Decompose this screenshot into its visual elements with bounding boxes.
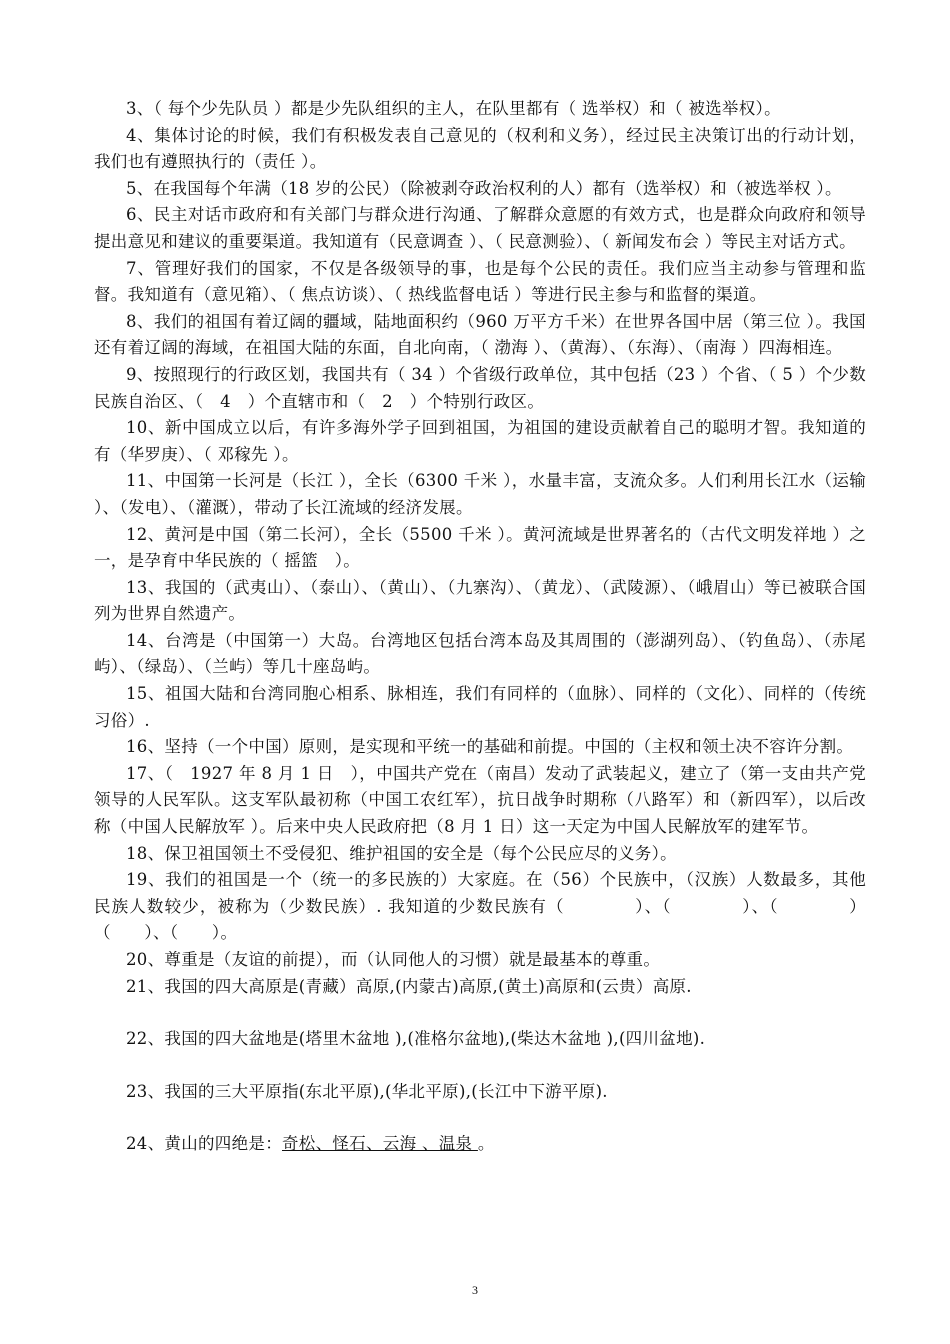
question-8: 8、我们的祖国有着辽阔的疆域，陆地面积约（960 万平方千米）在世界各国中居（第三位 ）。我国还有着辽阔的海域，在祖国大陆的东面，自北向南，（ 渤海 ）、（黄海）、（东海）、（南海 ）四海相连。: [94, 311, 866, 358]
question-16: 16、坚持（一个中国）原则，是实现和平统一的基础和前提。中国的（主权和领土决不容许分割。: [126, 737, 854, 757]
question-11: 11、中国第一长河是（长江 ），全长（6300 千米 ），水量丰富，支流众多。人们利用长江水（运输 ）、（发电）、（灌溉），带动了长江流域的经济发展。: [94, 471, 866, 517]
question-3: 3、（ 每个少先队员 ）都是少先队组织的主人，在队里都有（ 选举权）和（ 被选举权）。: [126, 99, 781, 118]
question-6: 6、民主对话市政府和有关部门与群众进行沟通、了解群众意愿的有效方式，也是群众向政府和领导提出意见和建议的重要渠道。我知道有（民意调查 ）、（ 民意测验）、（ 新闻发布会 ）等民主对话方式。: [94, 205, 866, 251]
question-17: 17、（ 1927 年 8 月 1 日 ），中国共产党在（南昌）发动了武装起义，建立了（第一支由共产党领导的人民军队。这支军队最初称（中国工农红军），抗日战争时期称（八路军）和（新四军），以后改称（中国人民解放军 ）。后来中央人民政府把（8 月 1 日）这一天定为中国人民解放军的建军节。: [94, 763, 866, 837]
question-24-answer: 奇松、怪石、云海 、温泉: [282, 1134, 478, 1154]
question-15: 15、祖国大陆和台湾同胞心相系、脉相连，我们有同样的（血脉）、同样的（文化）、同样的（传统习俗）.: [94, 684, 866, 730]
question-10: 10、新中国成立以后，有许多海外学子回到祖国，为祖国的建设贡献着自己的聪明才智。我知道的有（华罗庚）、（ 邓稼先 ）。: [94, 418, 866, 464]
question-19: 19、我们的祖国是一个（统一的多民族的）大家庭。在（56）个民族中，（汉族）人数最多，其他民族人数较少，被称为（少数民族）. 我知道的少数民族有（ ）、（ ）、（ ）（ ）、（ ）。: [94, 870, 866, 943]
question-20: 20、尊重是（友谊的前提），而（认同他人的习惯）就是最基本的尊重。: [126, 950, 661, 969]
question-22: 22、我国的四大盆地是(塔里木盆地 ),(准格尔盆地),(柴达木盆地 ),(四川盆地).: [126, 1029, 706, 1049]
question-list: [94, 96, 866, 1158]
question-18: 18、保卫祖国领土不受侵犯、维护祖国的安全是（每个公民应尽的义务）。: [126, 843, 677, 863]
question-4: 4、集体讨论的时候，我们有积极发表自己意见的（权利和义务），经过民主决策订出的行动计划，我们也有遵照执行的（责任 ）。: [94, 125, 866, 172]
question-24-suffix: 。: [477, 1134, 495, 1154]
question-7: 7、管理好我们的国家，不仅是各级领导的事，也是每个公民的责任。我们应当主动参与管理和监督。我知道有（意见箱）、（ 焦点访谈）、（ 热线监督电话 ）等进行民主参与和监督的渠道。: [94, 258, 866, 305]
question-12: 12、黄河是中国（第二长河），全长（5500 千米 ）。黄河流域是世界著名的（古代文明发祥地 ）之一，是孕育中华民族的（ 摇篮 ）。: [94, 524, 866, 571]
page-number: 3: [472, 1283, 478, 1297]
question-23: 23、我国的三大平原指(东北平原),(华北平原),(长江中下游平原).: [126, 1081, 608, 1101]
question-5: 5、在我国每个年满（18 岁的公民）（除被剥夺政治权利的人）都有（选举权）和（被选举权 ）。: [126, 178, 842, 198]
question-24-prefix: 24、黄山的四绝是：: [126, 1134, 282, 1154]
question-24: [94, 1131, 866, 1158]
question-14: 14、台湾是（中国第一）大岛。台湾地区包括台湾本岛及其周围的（澎湖列岛）、（钓鱼岛）、（赤尾屿）、（绿岛）、（兰屿）等几十座岛屿。: [94, 630, 866, 677]
question-13: 13、我国的（武夷山）、（泰山）、（黄山）、（九寨沟）、（黄龙）、（武陵源）、（峨眉山）等已被联合国列为世界自然遗产。: [94, 577, 866, 624]
question-9: 9、按照现行的行政区划，我国共有（ 34 ）个省级行政单位，其中包括（23 ）个省、（ 5 ）个少数民族自治区、（ 4 ）个直辖市和（ 2 ）个特别行政区。: [94, 364, 866, 411]
question-21: 21、我国的四大高原是(青藏）高原,(内蒙古)高原,(黄土)高原和(云贵）高原.: [126, 976, 692, 996]
